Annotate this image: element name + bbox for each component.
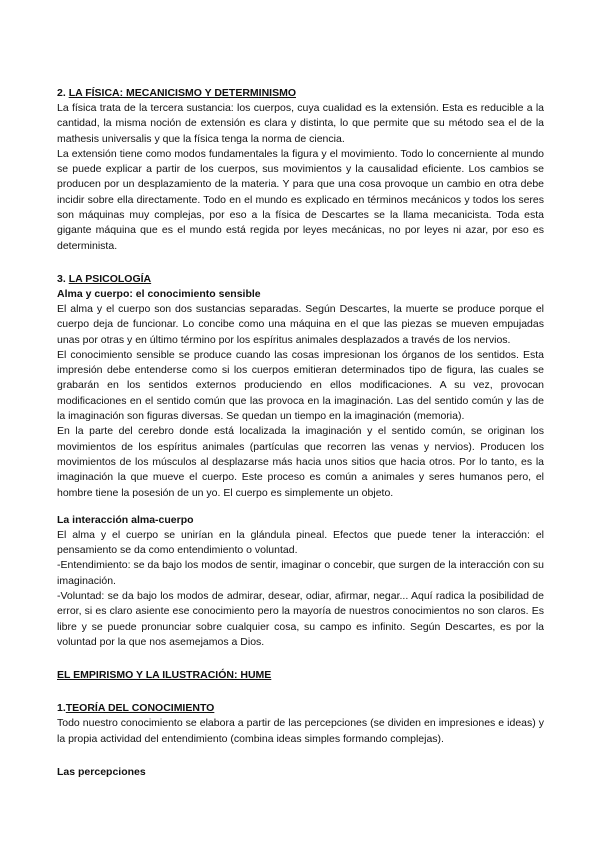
section-heading-empirismo bbox=[57, 668, 544, 683]
section-heading-teoria bbox=[57, 701, 544, 716]
paragraph: -Voluntad: se da bajo los modos de admirar, desear, odiar, afirmar, negar... Aquí radica la posibilidad de error, si es claro asiente ese conocimiento pero la mayoría de nuestros conocimientos no son claros. Es libre y se puede pronunciar sobre cualquier cosa, su campo es infinito. Según Descartes, es por la voluntad por la que nos asemejamos a Dios. bbox=[57, 590, 544, 648]
paragraph: El conocimiento sensible se produce cuando las cosas impresionan los órganos de los sentidos. Esta impresión debe entenderse como si los cuerpos emitieran determinados tipo de figura, las cuales se grabarán en los sentidos externos produciendo en ellos modificaciones. A su vez, provocan modificaciones en el sentido común que las provoca en la imaginación. Las del sentido común y las de la imaginación son figuras diversas. Se quedan un tiempo en la imaginación (memoria). bbox=[57, 348, 544, 423]
section-heading-fisica bbox=[57, 86, 544, 101]
section-title: LA PSICOLOGÍA bbox=[68, 272, 152, 285]
paragraph: La física trata de la tercera sustancia: los cuerpos, cuya cualidad es la extensión. Esta es reducible a la cantidad, la misma noción de extensión es clara y distinta, lo que permite que su método sea el de la mathesis universalis y que la física tenga la norma de ciencia. bbox=[57, 102, 544, 145]
subheading-alma-cuerpo: Alma y cuerpo: el conocimiento sensible bbox=[57, 287, 261, 300]
paragraph: El alma y el cuerpo son dos sustancias separadas. Según Descartes, la muerte se produce porque el cuerpo deja de funcionar. Lo concibe como una máquina en el que las piezas se mueven empujadas unas por otras y en último término por los espíritus animales desplazados a través de los nervios. bbox=[57, 302, 544, 346]
section-title: TEORÍA DEL CONOCIMIENTO bbox=[65, 702, 215, 715]
paragraph: El alma y el cuerpo se unirían en la glándula pineal. Efectos que puede tener la interacción: el pensamiento se da como entendimiento o voluntad. bbox=[57, 528, 544, 557]
section-heading-psicologia bbox=[57, 272, 544, 287]
section-title: LA FÍSICA: MECANICISMO Y DETERMINISMO bbox=[68, 87, 297, 99]
section-number: 2. bbox=[57, 87, 69, 99]
paragraph: Todo nuestro conocimiento se elabora a partir de las percepciones (se dividen en impresiones e ideas) y la propia actividad del entendimiento (combina ideas simples formando complejas). bbox=[57, 717, 544, 745]
section-number: 3. bbox=[57, 272, 69, 285]
paragraph: En la parte del cerebro donde está localizada la imaginación y el sentido común, se originan los movimientos de los espíritus animales (partículas que recorren las venas y nervios). Producen los movimientos de los músculos al desplazarse más hacia unos sitios que hacia otros. Por lo tanto, es la imaginación la que mueve el cuerpo. Este proceso es común a animales y seres humanos pero, el hombre tiene la posesión de un yo. El cuerpo es simplemente un objeto. bbox=[57, 425, 544, 499]
subheading-interaccion: La interacción alma-cuerpo bbox=[57, 513, 194, 526]
paragraph: -Entendimiento: se da bajo los modos de sentir, imaginar o concebir, que surgen de la interacción con su imaginación. bbox=[57, 559, 544, 587]
section-number: 1. bbox=[57, 702, 66, 715]
document-body bbox=[57, 86, 544, 780]
section-title: EL EMPIRISMO Y LA ILUSTRACIÓN: HUME bbox=[57, 669, 272, 682]
subheading-percepciones: Las percepciones bbox=[57, 765, 146, 778]
paragraph: La extensión tiene como modos fundamentales la figura y el movimiento. Todo lo concerniente al mundo se puede explicar a partir de los cuerpos, sus movimientos y la causalidad eficiente. Los cambios se producen por un desplazamiento de la materia. Y para que una cosa provoque un cambio en otra debe incidir sobre ella directamente. Todo en el mundo es explicado en términos mecánicos y todos los seres son máquinas muy complejas, por eso a la física de Descartes se la llama mecanicista. Toda esta gigante máquina que es el mundo está regida por leyes mecánicas, no por leyes ni azar, por eso es determinista. bbox=[57, 147, 544, 252]
